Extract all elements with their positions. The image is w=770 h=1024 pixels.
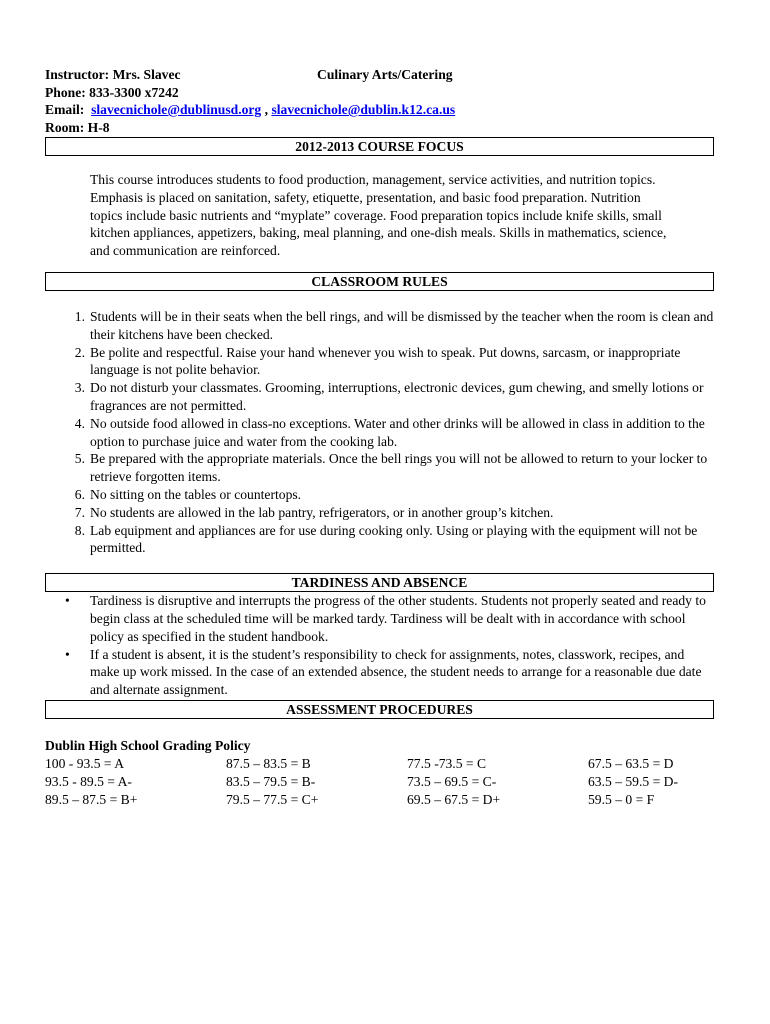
rule-item: 5. Be prepared with the appropriate materials. Once the bell rings you will not be allowed to return to your locker to retrieve forgotten items. (74, 451, 708, 485)
grading-scale (45, 755, 714, 809)
rule-item: 6. No sitting on the tables or countertops. (74, 486, 302, 502)
grading-policy-title: Dublin High School Grading Policy (45, 737, 251, 753)
grade-cell: 63.5 – 59.5 = D- (588, 773, 678, 789)
grade-cell: 83.5 – 79.5 = B- (226, 773, 316, 789)
phone-line: Phone: 833-3300 x7242 (45, 84, 179, 100)
room-line: Room: H-8 (45, 119, 110, 135)
course-title: Culinary Arts/Catering (317, 67, 453, 82)
classroom-rules-list (45, 308, 714, 557)
rule-item: 8. Lab equipment and appliances are for use during cooking only. Using or playing with the equipment will not be permitted. (74, 522, 698, 556)
grade-cell: 67.5 – 63.5 = D (588, 755, 674, 771)
tardiness-list (45, 592, 714, 699)
classroom-rules-heading: CLASSROOM RULES (45, 272, 714, 291)
email-line (45, 101, 714, 119)
document-page (45, 66, 714, 809)
grade-cell: 73.5 – 69.5 = C- (407, 773, 497, 789)
grade-cell: 100 - 93.5 = A (45, 755, 125, 771)
rule-item: 3. Do not disturb your classmates. Grooming, interruptions, electronic devices, gum chewing, and smelly lotions or fragrances are not permitted. (74, 380, 704, 413)
email-link-2[interactable]: slavecnichole@dublin.k12.ca.us (271, 102, 456, 117)
grade-cell: 89.5 – 87.5 = B+ (45, 791, 138, 807)
email-label: Email: (45, 102, 85, 117)
course-focus-text: This course introduces students to food production, management, service activities, and nutrition topics. Emphasis is placed on sanitation, safety, etiquette, presentation, and basic food preparation. Nutrition topics include basic nutrients and “myplate” coverage. Food preparation topics include knife skills, small kitchen appliances, appetizers, baking, meal planning, and one-dish meals. Skills in mathematics, science, and communication are reinforced. (90, 172, 667, 259)
tardiness-heading: TARDINESS AND ABSENCE (45, 573, 714, 592)
grade-cell: 87.5 – 83.5 = B (226, 755, 311, 771)
rule-item: 4. No outside food allowed in class-no exceptions. Water and other drinks will be allowed in class in addition to the option to purchase juice and water from the cooking lab. (74, 415, 705, 449)
rule-item: 2. Be polite and respectful. Raise your hand whenever you wish to speak. Put downs, sarcasm, or inappropriate language is not polite behavior. (74, 344, 681, 378)
tardy-item: • Tardiness is disruptive and interrupts the progress of the other students. Students not properly seated and ready to begin class at the scheduled time will be marked tardy. Tardiness will be dealt with in accordance with school policy as specified in the student handbook. (65, 593, 706, 644)
rule-item: 1. Students will be in their seats when the bell rings, and will be dismissed by the teacher when the room is clean and their kitchens have been checked. (74, 308, 714, 342)
grade-cell: 59.5 – 0 = F (588, 791, 655, 807)
email-link-1[interactable]: slavecnichole@dublinusd.org (91, 102, 262, 117)
tardy-item: • If a student is absent, it is the student’s responsibility to check for assignments, notes, classwork, recipes, and make up work missed. In the case of an extended absence, the student needs to arrange for a reasonable due date and alternate assignment. (65, 646, 702, 698)
grade-cell: 69.5 – 67.5 = D+ (407, 791, 501, 807)
header-block (45, 66, 714, 136)
grade-cell: 93.5 - 89.5 = A- (45, 773, 132, 789)
assessment-heading: ASSESSMENT PROCEDURES (45, 700, 714, 719)
email-separator: , (264, 102, 269, 117)
rule-item: 7. No students are allowed in the lab pantry, refrigerators, or in another group’s kitchen. (74, 504, 554, 520)
instructor-line: Instructor: Mrs. Slavec (45, 67, 181, 82)
course-focus-heading: 2012-2013 COURSE FOCUS (45, 137, 714, 156)
grade-cell: 77.5 -73.5 = C (407, 755, 487, 771)
grade-cell: 79.5 – 77.5 = C+ (226, 791, 319, 807)
